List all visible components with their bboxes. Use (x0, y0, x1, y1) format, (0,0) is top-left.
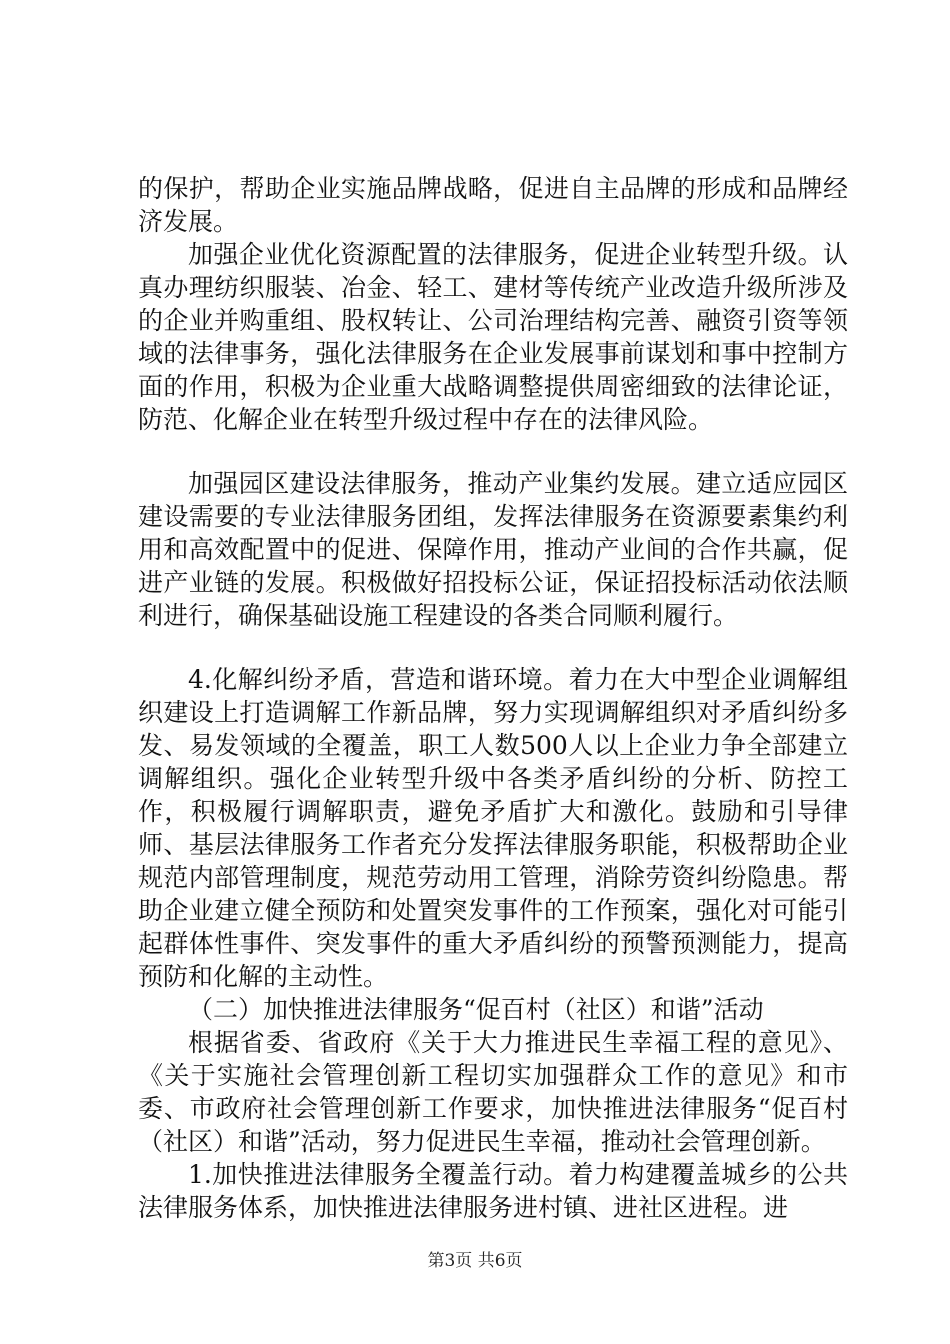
paragraph-provincial-guidance: 根据省委、省政府《关于大力推进民生幸福工程的意见》、《关于实施社会管理创新工程切实加强群众工作的意见》和市委、市政府社会管理创新工作要求，加快推进法律服务“促百村（社区）和谐”活动，努力促进民生幸福，推动社会管理创新。 (138, 1028, 848, 1156)
paragraph-spacer (138, 436, 848, 467)
paragraph-dispute-resolution: 4.化解纠纷矛盾，营造和谐环境。着力在大中型企业调解组织建设上打造调解工作新品牌，努力实现调解组织对矛盾纠纷多发、易发领域的全覆盖，职工人数500人以上企业力争全部建立调解组织。强化企业转型升级中各类矛盾纠纷的分析、防控工作，积极履行调解职责，避免矛盾扩大和激化。鼓励和引导律师、基层法律服务工作者充分发挥法律服务职能，积极帮助企业规范内部管理制度，规范劳动用工管理，消除劳资纠纷隐患。帮助企业建立健全预防和处置突发事件的工作预案，强化对可能引起群体性事件、突发事件的重大矛盾纠纷的预警预测能力，提高预防和化解的主动性。 (138, 665, 848, 991)
paragraph-spacer (138, 632, 848, 663)
paragraph-brand-strategy: 的保护，帮助企业实施品牌战略，促进自主品牌的形成和品牌经济发展。 (138, 174, 848, 236)
paragraph-resource-allocation: 加强企业优化资源配置的法律服务，促进企业转型升级。认真办理纺织服装、冶金、轻工、建材等传统产业改造升级所涉及的企业并购重组、股权转让、公司治理结构完善、融资引资等领域的法律事务，强化法律服务在企业发展事前谋划和事中控制方面的作用，积极为企业重大战略调整提供周密细致的法律论证，防范、化解企业在转型升级过程中存在的法律风险。 (138, 240, 848, 434)
paragraph-park-construction: 加强园区建设法律服务，推动产业集约发展。建立适应园区建设需要的专业法律服务团组，发挥法律服务在资源要素集约利用和高效配置中的促进、保障作用，推动产业间的合作共赢，促进产业链的发展。积极做好招投标公证，保证招投标活动依法顺利进行，确保基础设施工程建设的各类合同顺利履行。 (138, 469, 848, 630)
paragraph-legal-coverage: 1.加快推进法律服务全覆盖行动。着力构建覆盖城乡的公共法律服务体系，加快推进法律服务进村镇、进社区进程。进 (138, 1160, 848, 1222)
document-body (138, 172, 848, 1224)
page-footer: 第3页 共6页 (427, 1251, 523, 1271)
section-heading: （二）加快推进法律服务“促百村（社区）和谐”活动 (188, 995, 764, 1024)
